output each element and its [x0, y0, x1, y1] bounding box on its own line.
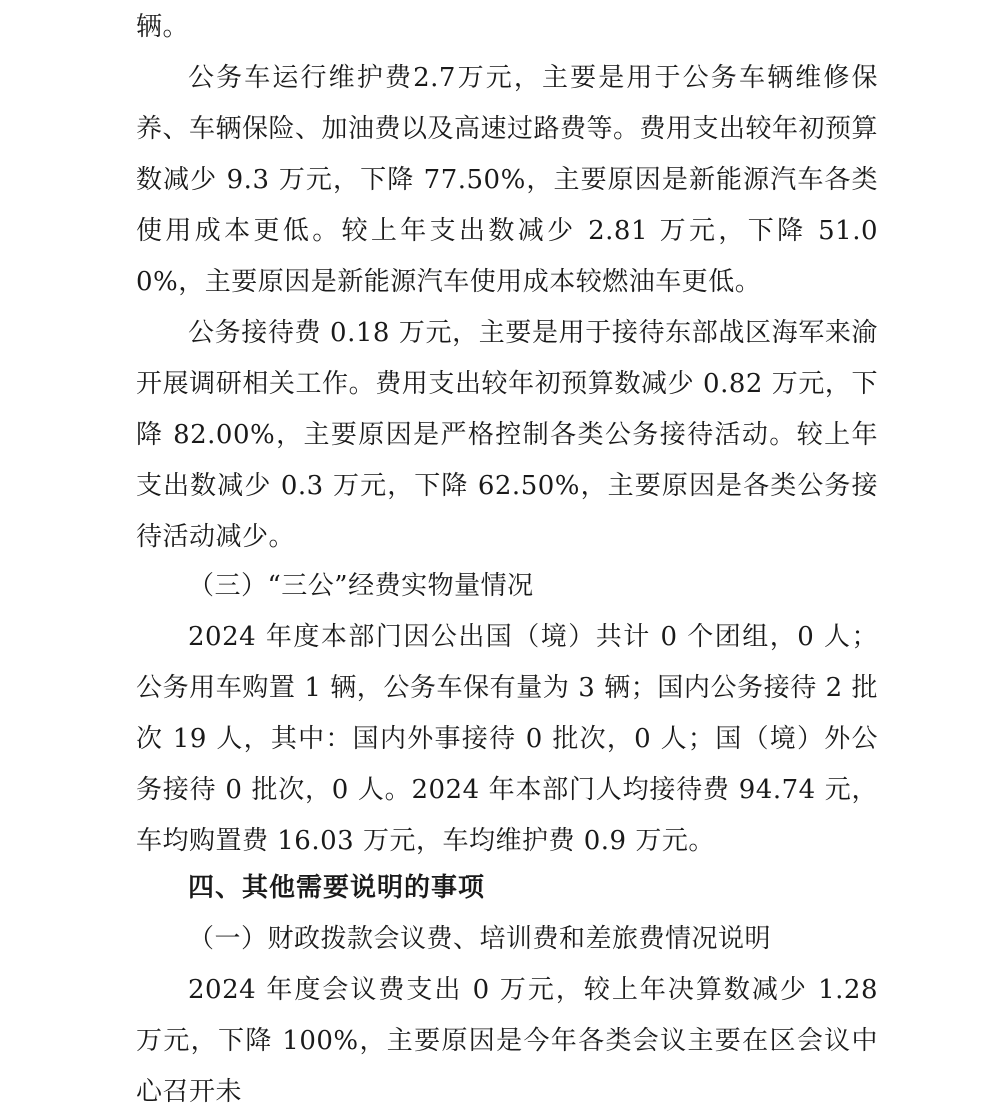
paragraph-physical-quantity: 2024 年度本部门因公出国（境）共计 0 个团组，0 人；公务用车购置 1 辆，公务车保有量为 3 辆；国内公务接待 2 批次 19 人，其中：国内外事接待 0 批次，0 人；国（境）外公务接待 0 批次，0 人。2024 年本部门人均接待费 94.74 元，车均购置费 16.03 万元，车均维护费 0.9 万元。 — [136, 622, 878, 856]
section-heading-other-matters: 四、其他需要说明的事项 — [188, 873, 486, 903]
paragraph-meeting-expense: 2024 年度会议费支出 0 万元，较上年决算数减少 1.28 万元，下降 100%，主要原因是今年各类会议主要在区会议中心召开未 — [136, 975, 878, 1107]
paragraph-reception-expense: 公务接待费 0.18 万元，主要是用于接待东部战区海军来渝开展调研相关工作。费用支出较年初预算数减少 0.82 万元，下降 82.00%，主要原因是严格控制各类公务接待活动。较上年支出数减少 0.3 万元，下降 62.50%，主要原因是各类公务接待活动减少。 — [136, 318, 878, 552]
subheading-meeting-training-travel: （一）财政拨款会议费、培训费和差旅费情况说明 — [188, 924, 772, 954]
paragraph-vehicle-maintenance: 公务车运行维护费2.7万元，主要是用于公务车辆维修保养、车辆保险、加油费以及高速过路费等。费用支出较年初预算数减少 9.3 万元，下降 77.50%，主要原因是新能源汽车各类使用成本更低。较上年支出数减少 2.81 万元，下降 51.00%，主要原因是新能源汽车使用成本较燃油车更低。 — [136, 63, 879, 297]
section-heading-physical-quantity: （三）“三公”经费实物量情况 — [188, 571, 534, 601]
paragraph-continuation: 辆。 — [136, 12, 190, 42]
